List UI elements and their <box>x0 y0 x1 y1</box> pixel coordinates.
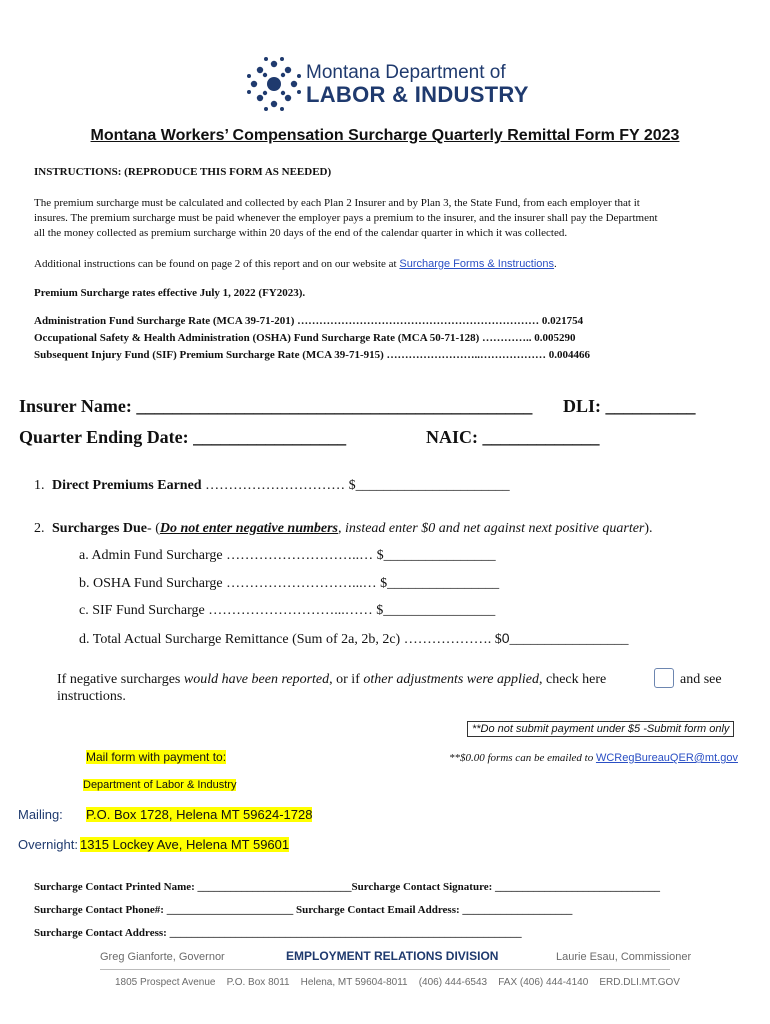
dli-field[interactable]: DLI: __________ <box>563 396 696 416</box>
footer-divider <box>100 969 670 970</box>
overnight-address: 1315 Lockey Ave, Helena MT 59601 <box>80 837 290 852</box>
logo-line2: LABOR & INDUSTRY <box>306 82 529 107</box>
and-see-text: and see <box>680 672 722 687</box>
instructions-para-line1: The premium surcharge must be calculated and collected by each Plan 2 Insurer and by Plan 3, the State Fund, from each employer that it <box>34 197 640 209</box>
negative-adjustment-checkbox[interactable] <box>654 668 674 688</box>
zero-forms-note: **$0.00 forms can be emailed to WCRegBureauQER@mt.gov <box>449 752 738 764</box>
instructions-word: instructions. <box>57 689 126 704</box>
mail-with-payment-label: Mail form with payment to: <box>86 750 227 764</box>
instructions-para-line2: insures. The premium surcharge must be paid whenever the employer pays a premium to the insurer, and the insurer shall pay the Department <box>34 212 658 224</box>
total-remittance-line: d. Total Actual Surcharge Remittance (Sum of 2a, 2b, 2c) ………………. $0_________________ <box>79 630 629 647</box>
contact-address-field[interactable]: Surcharge Contact Address: ________________________________________________________________ <box>34 927 522 939</box>
contact-name-signature-field[interactable]: Surcharge Contact Printed Name: ____________________________Surcharge Contact Signature: ______________________________ <box>34 881 661 893</box>
sif-fund-input[interactable]: c. SIF Fund Surcharge ………………………...…… $________________ <box>79 603 496 618</box>
surcharge-forms-link[interactable]: Surcharge Forms & Instructions <box>399 258 555 270</box>
overnight-label: Overnight: <box>18 837 78 852</box>
department-label: Department of Labor & Industry <box>83 779 237 791</box>
email-link[interactable]: WCRegBureauQER@mt.gov <box>595 752 738 764</box>
insurer-name-field[interactable]: Insurer Name: ____________________________________________ <box>19 396 533 416</box>
direct-premiums-input[interactable]: ………………………… $______________________ <box>201 478 510 493</box>
osha-fund-input[interactable]: b. OSHA Fund Surcharge ………………………...… $________________ <box>79 576 500 591</box>
surcharges-due-line: 2. Surcharges Due- (Do not enter negative numbers, instead enter $0 and net against next positive quarter). <box>34 521 653 536</box>
naic-field[interactable]: NAIC: _____________ <box>426 427 600 447</box>
mailing-address: P.O. Box 1728, Helena MT 59624-1728 <box>86 807 313 822</box>
footer-governor: Greg Gianforte, Governor <box>100 951 225 963</box>
min-payment-note: **Do not submit payment under $5 -Submit form only <box>467 721 734 737</box>
footer-division: EMPLOYMENT RELATIONS DIVISION <box>286 949 499 963</box>
instructions-para-line3: all the money collected as premium surcharge within 20 days of the end of the calendar quarter in which it was collected. <box>34 227 568 239</box>
rates-heading: Premium Surcharge rates effective July 1, 2022 (FY2023). <box>34 287 306 299</box>
mailing-label: Mailing: <box>18 807 63 822</box>
rate-sif: Subsequent Injury Fund (SIF) Premium Surcharge Rate (MCA 39-71-915) ……………………..……………… 0.004466 <box>34 349 591 361</box>
additional-instructions: Additional instructions can be found on page 2 of this report and on our website at Surcharge Forms & Instructions. <box>34 258 557 270</box>
page-title: Montana Workers’ Compensation Surcharge Quarterly Remittal Form FY 2023 <box>90 127 680 144</box>
quarter-ending-field[interactable]: Quarter Ending Date: _________________ <box>19 427 347 447</box>
admin-fund-input[interactable]: a. Admin Fund Surcharge ………………………..… $________________ <box>79 548 496 563</box>
contact-phone-email-field[interactable]: Surcharge Contact Phone#: _______________________ Surcharge Contact Email Address: ____________________ <box>34 904 573 916</box>
footer-commissioner: Laurie Esau, Commissioner <box>556 951 692 963</box>
direct-premiums-line: 1. Direct Premiums Earned ………………………… $______________________ <box>34 478 510 493</box>
negative-surcharge-text: If negative surcharges would have been reported, or if other adjustments were applied, check here <box>57 672 607 687</box>
instructions-heading: INSTRUCTIONS: (REPRODUCE THIS FORM AS NEEDED) <box>34 166 332 178</box>
total-remittance-value[interactable]: 0 <box>501 630 510 646</box>
logo-line1: Montana Department of <box>306 62 506 83</box>
rate-admin: Administration Fund Surcharge Rate (MCA 39-71-201) ………………………………………………………… 0.021754 <box>34 315 584 327</box>
rate-osha: Occupational Safety & Health Administration (OSHA) Fund Surcharge Rate (MCA 50-71-128) ………….. 0.005290 <box>34 332 576 344</box>
footer-address: 1805 Prospect Avenue P.O. Box 8011 Helena, MT 59604-8011 (406) 444-6543 FAX (406) 444-4140 ERD.DLI.MT.GOV <box>115 977 680 988</box>
